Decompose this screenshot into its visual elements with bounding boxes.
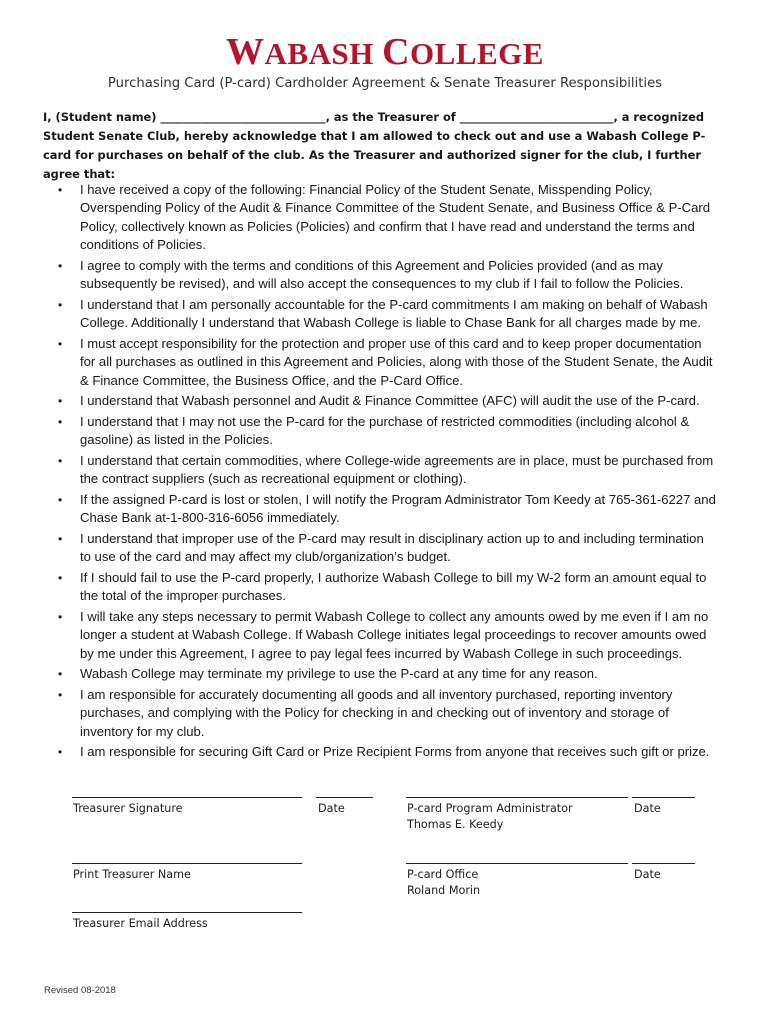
list-item-text: I understand that improper use of the P-card may result in disciplinary action up to and including termination to use of the card and may affect my club/organization’s budget. bbox=[80, 530, 704, 565]
list-item bbox=[58, 608, 718, 663]
bullet-icon: • bbox=[58, 297, 63, 312]
list-item bbox=[58, 181, 718, 255]
list-item bbox=[58, 665, 718, 683]
list-item-text: If I should fail to use the P-card properly, I authorize Wabash College to bill my W-2 form an amount equal to the total of the improper purchases. bbox=[80, 569, 707, 604]
list-item bbox=[58, 257, 718, 294]
pcard-office-name: Roland Morin bbox=[407, 884, 481, 897]
document-title: Purchasing Card (P-card) Cardholder Agreement & Senate Treasurer Responsibilities bbox=[107, 76, 663, 91]
list-item-text: I am responsible for accurately documenting all goods and all inventory purchased, reporting inventory purchases, and complying with the Policy for checking in and checking out of inventory and storage of inventory for my club. bbox=[80, 686, 673, 739]
pcard-admin-signature-line[interactable] bbox=[406, 797, 628, 798]
date-label-3: Date bbox=[634, 868, 661, 881]
logo-abash: ABASH bbox=[264, 36, 374, 71]
print-name-label: Print Treasurer Name bbox=[73, 868, 191, 881]
list-item bbox=[58, 569, 718, 606]
list-item-text: I understand that I am personally accountable for the P-card commitments I am making on behalf of Wabash College. Additionally I understand that Wabash College is liable to Chase Bank for all charges made by me. bbox=[80, 296, 708, 331]
list-item bbox=[58, 452, 718, 489]
pcard-office-title: P-card Office bbox=[407, 868, 479, 881]
bullet-icon: • bbox=[58, 258, 63, 273]
list-item-text: I understand that Wabash personnel and Audit & Finance Committee (AFC) will audit the use of the P-card. bbox=[80, 393, 700, 409]
list-item bbox=[58, 335, 718, 390]
list-item bbox=[58, 296, 718, 333]
wabash-college-logo bbox=[0, 30, 770, 74]
list-item bbox=[58, 530, 718, 567]
bullet-icon: • bbox=[58, 609, 63, 624]
bullet-icon: • bbox=[58, 336, 63, 351]
list-item-text: I am responsible for securing Gift Card or Prize Recipient Forms from anyone that receives such gift or prize. bbox=[80, 744, 710, 760]
date-label-2: Date bbox=[634, 802, 661, 815]
email-label: Treasurer Email Address bbox=[73, 917, 208, 930]
email-line[interactable] bbox=[72, 912, 302, 913]
date-line-3[interactable] bbox=[632, 863, 695, 864]
list-item-text: If the assigned P-card is lost or stolen, I will notify the Program Administrator Tom Keedy at 765-361-6227 and Chase Bank at-1-800-316-6056 immediately. bbox=[80, 491, 716, 526]
pcard-office-signature-line[interactable] bbox=[406, 863, 628, 864]
agreement-list bbox=[58, 181, 718, 764]
list-item bbox=[58, 686, 718, 741]
list-item bbox=[58, 743, 718, 761]
logo-ollege: OLLEGE bbox=[410, 36, 544, 71]
bullet-icon: • bbox=[58, 667, 63, 682]
pcard-admin-name: Thomas E. Keedy bbox=[407, 818, 504, 831]
bullet-icon: • bbox=[58, 745, 63, 760]
list-item bbox=[58, 491, 718, 528]
print-name-line[interactable] bbox=[72, 863, 302, 864]
intro-paragraph: I, (Student name) _____________________________, as the Treasurer of ___________________________, a recognized Student Senate Club, hereby acknowledge that I am allowed to check out and use a Wabash College P-card for purchases on behalf of the club. As the Treasurer and authorized signer for the club, I further agree that: bbox=[43, 110, 706, 181]
list-item-text: I understand that I may not use the P-card for the purchase of restricted commodities (including alcohol & gasoline) as listed in the Policies. bbox=[80, 413, 690, 448]
list-item-text: I agree to comply with the terms and conditions of this Agreement and Policies provided (and as may subsequently be revised), and will also accept the consequences to my club if I fail to follow the Policies. bbox=[80, 257, 684, 292]
treasurer-signature-line[interactable] bbox=[72, 797, 302, 798]
bullet-icon: • bbox=[58, 492, 63, 507]
bullet-icon: • bbox=[58, 531, 63, 546]
bullet-icon: • bbox=[58, 570, 63, 585]
list-item-text: I understand that certain commodities, where College-wide agreements are in place, must be purchased from the contract suppliers (such as recreational equipment or clothing). bbox=[80, 452, 714, 487]
logo-w: W bbox=[226, 31, 265, 73]
pcard-admin-title: P-card Program Administrator bbox=[407, 802, 573, 815]
list-item-text: I will take any steps necessary to permit Wabash College to collect any amounts owed by me even if I am no longer a student at Wabash College. If Wabash College initiates legal proceedings to recover amounts owed by me under this Agreement, I agree to pay legal fees incurred by Wabash College in such proceedings. bbox=[80, 608, 709, 661]
bullet-icon: • bbox=[58, 183, 63, 197]
list-item-text: I must accept responsibility for the protection and proper use of this card and to keep proper documentation for all purchases as outlined in this Agreement and Policies, along with those of the Student Senate, the Audit & Finance Committee, the Business Office, and the P-Card Office. bbox=[80, 335, 713, 388]
list-item-text: Wabash College may terminate my privilege to use the P-card at any time for any reason. bbox=[80, 666, 598, 682]
list-item-text: I have received a copy of the following: Financial Policy of the Student Senate, Misspending Policy, Overspending Policy of the Audit & Finance Committee of the Student Senate, and Business Office & P-Card Policy, collectively known as Policies (Policies) and confirm that I have read and understand the terms and conditions of Policies. bbox=[80, 182, 711, 253]
list-item bbox=[58, 392, 718, 410]
bullet-icon: • bbox=[58, 414, 63, 429]
bullet-icon: • bbox=[58, 453, 63, 468]
bullet-icon: • bbox=[58, 687, 63, 702]
revision-date: Revised 08-2018 bbox=[44, 985, 116, 996]
date-label-1: Date bbox=[318, 802, 345, 815]
bullet-icon: • bbox=[58, 394, 63, 409]
treasurer-signature-label: Treasurer Signature bbox=[73, 802, 183, 815]
date-line-1[interactable] bbox=[316, 797, 373, 798]
list-item bbox=[58, 413, 718, 450]
logo-c: C bbox=[382, 31, 411, 73]
date-line-2[interactable] bbox=[632, 797, 695, 798]
